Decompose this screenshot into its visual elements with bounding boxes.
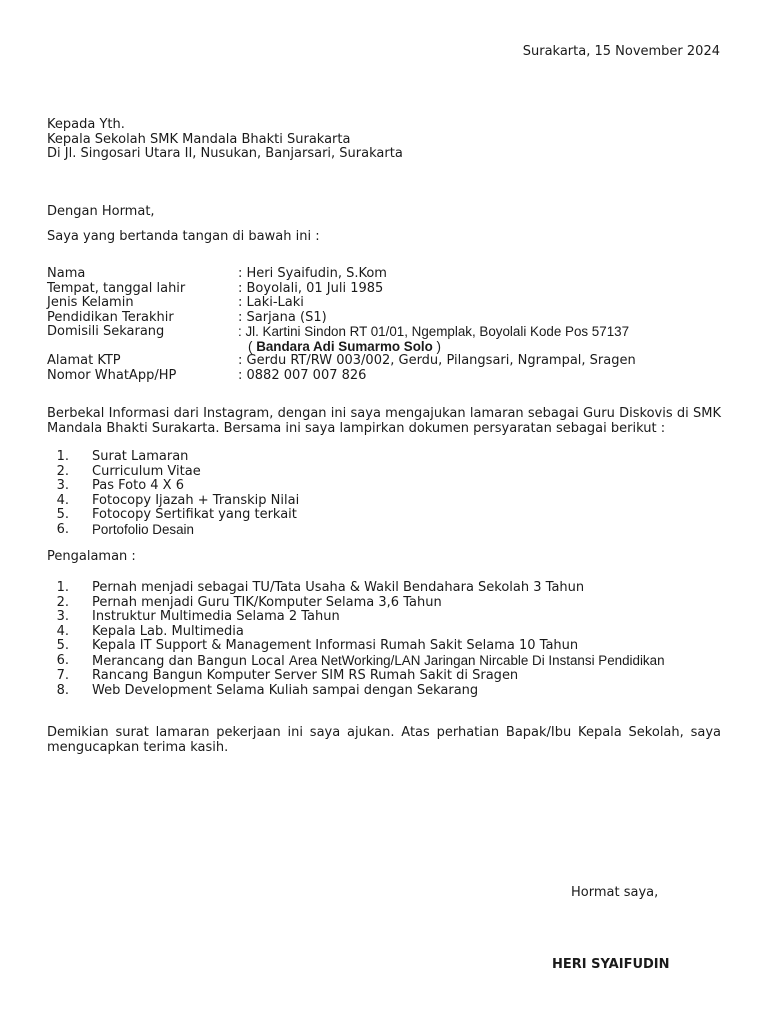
list-text bbox=[92, 654, 665, 670]
list-text-part: Merancang dan Bangun Local bbox=[92, 653, 289, 669]
recipient-block bbox=[47, 118, 403, 162]
list-text: Pas Foto 4 X 6 bbox=[92, 478, 184, 493]
list-item bbox=[47, 654, 665, 670]
list-item bbox=[47, 523, 299, 538]
closing-greeting: Hormat saya, bbox=[571, 885, 659, 900]
list-text: Rancang Bangun Komputer Server SIM RS Rumah Sakit di Sragen bbox=[92, 668, 519, 683]
signature-name: HERI SYAIFUDIN bbox=[552, 957, 670, 972]
identity-value: : Jl. Kartini Sindon RT 01/01, Ngemplak, Boyolali Kode Pos 57137 bbox=[238, 324, 630, 339]
identity-table bbox=[47, 267, 636, 383]
identity-row bbox=[47, 311, 636, 326]
list-item bbox=[47, 625, 665, 640]
list-text: Surat Lamaran bbox=[92, 449, 189, 464]
identity-row bbox=[47, 325, 636, 340]
list-number: 4. bbox=[56, 623, 69, 639]
list-number: 7. bbox=[56, 668, 69, 683]
list-text: Portofolio Desain bbox=[92, 521, 194, 537]
list-item bbox=[47, 479, 299, 494]
identity-row bbox=[47, 369, 636, 384]
documents-list bbox=[47, 450, 299, 537]
intro-paragraph: Berbekal Informasi dari Instagram, dengan ini saya mengajukan lamaran sebagai Guru Diskovis di SMK Mandala Bhakti Surakarta. Bersama ini saya lampirkan dokumen persyaratan sebagai berikut : bbox=[47, 406, 721, 436]
list-text: Web Development Selama Kuliah sampai dengan Sekarang bbox=[92, 682, 479, 698]
place-date: Surakarta, 15 November 2024 bbox=[522, 44, 720, 59]
list-item bbox=[47, 581, 665, 596]
identity-label: Jenis Kelamin bbox=[47, 295, 134, 310]
experience-list bbox=[47, 581, 665, 698]
closing-paragraph: Demikian surat lamaran pekerjaan ini saya ajukan. Atas perhatian Bapak/Ibu Kepala Sekolah, saya mengucapkan terima kasih. bbox=[47, 725, 721, 755]
identity-value: : Laki-Laki bbox=[238, 295, 304, 310]
list-item bbox=[47, 494, 299, 509]
recipient-line-1: Kepada Yth. bbox=[47, 117, 125, 132]
identity-value bbox=[238, 340, 441, 355]
list-number: 1. bbox=[56, 449, 69, 464]
identity-value: : Heri Syaifudin, S.Kom bbox=[238, 266, 387, 281]
identity-label bbox=[47, 340, 238, 355]
opening-sentence: Saya yang bertanda tangan di bawah ini : bbox=[47, 229, 320, 244]
list-text: Fotocopy Sertifikat yang terkait bbox=[92, 507, 297, 522]
list-number: 8. bbox=[56, 682, 69, 698]
recipient-line-2: Kepala Sekolah SMK Mandala Bhakti Surakarta bbox=[47, 131, 351, 147]
list-item bbox=[47, 684, 665, 699]
list-item bbox=[47, 596, 665, 611]
identity-row bbox=[47, 282, 636, 297]
identity-row bbox=[47, 354, 636, 369]
list-text: Curriculum Vitae bbox=[92, 463, 201, 479]
identity-label: Domisili Sekarang bbox=[47, 324, 165, 339]
identity-value: : Boyolali, 01 Juli 1985 bbox=[238, 280, 384, 296]
identity-label: Nomor WhatApp/HP bbox=[47, 367, 177, 383]
list-number: 6. bbox=[56, 521, 69, 537]
identity-value: : Sarjana (S1) bbox=[238, 309, 327, 325]
airport-name: Bandara Adi Sumarmo Solo bbox=[256, 338, 433, 354]
list-number: 1. bbox=[56, 580, 69, 595]
identity-label: Tempat, tanggal lahir bbox=[47, 280, 186, 296]
list-item bbox=[47, 639, 665, 654]
identity-row bbox=[47, 296, 636, 311]
list-text: Pernah menjadi sebagai TU/Tata Usaha & Wakil Bendahara Sekolah 3 Tahun bbox=[92, 580, 585, 595]
identity-value: : Gerdu RT/RW 003/002, Gerdu, Pilangsari, Ngrampal, Sragen bbox=[238, 353, 636, 368]
experience-heading: Pengalaman : bbox=[47, 549, 136, 564]
identity-row-continuation bbox=[47, 340, 636, 355]
list-item bbox=[47, 669, 665, 684]
paren-open: ( bbox=[248, 338, 257, 354]
list-number: 6. bbox=[56, 652, 69, 668]
list-text: Pernah menjadi Guru TIK/Komputer Selama 3,6 Tahun bbox=[92, 594, 442, 610]
list-number: 4. bbox=[56, 492, 69, 508]
recipient-line-3: Di Jl. Singosari Utara II, Nusukan, Banjarsari, Surakarta bbox=[47, 146, 403, 161]
paren-close: ) bbox=[432, 338, 441, 354]
list-text: Fotocopy Ijazah + Transkip Nilai bbox=[92, 492, 300, 508]
list-item bbox=[47, 465, 299, 480]
list-text: Instruktur Multimedia Selama 2 Tahun bbox=[92, 609, 340, 624]
identity-value: : 0882 007 007 826 bbox=[238, 367, 367, 383]
list-number: 3. bbox=[56, 478, 69, 493]
list-number: 5. bbox=[56, 638, 69, 653]
salutation: Dengan Hormat, bbox=[47, 204, 155, 219]
identity-row bbox=[47, 267, 636, 282]
list-item bbox=[47, 450, 299, 465]
list-number: 3. bbox=[56, 609, 69, 624]
identity-label: Alamat KTP bbox=[47, 353, 121, 368]
list-item bbox=[47, 508, 299, 523]
list-text: Kepala IT Support & Management Informasi Rumah Sakit Selama 10 Tahun bbox=[92, 638, 579, 653]
identity-label: Nama bbox=[47, 266, 86, 281]
identity-label: Pendidikan Terakhir bbox=[47, 309, 174, 325]
list-number: 2. bbox=[56, 463, 69, 479]
list-number: 2. bbox=[56, 594, 69, 610]
list-text-part: Area NetWorking/LAN Jaringan Nircable Di Instansi Pendidikan bbox=[288, 652, 665, 668]
list-number: 5. bbox=[56, 507, 69, 522]
list-text: Kepala Lab. Multimedia bbox=[92, 623, 244, 639]
list-item bbox=[47, 610, 665, 625]
